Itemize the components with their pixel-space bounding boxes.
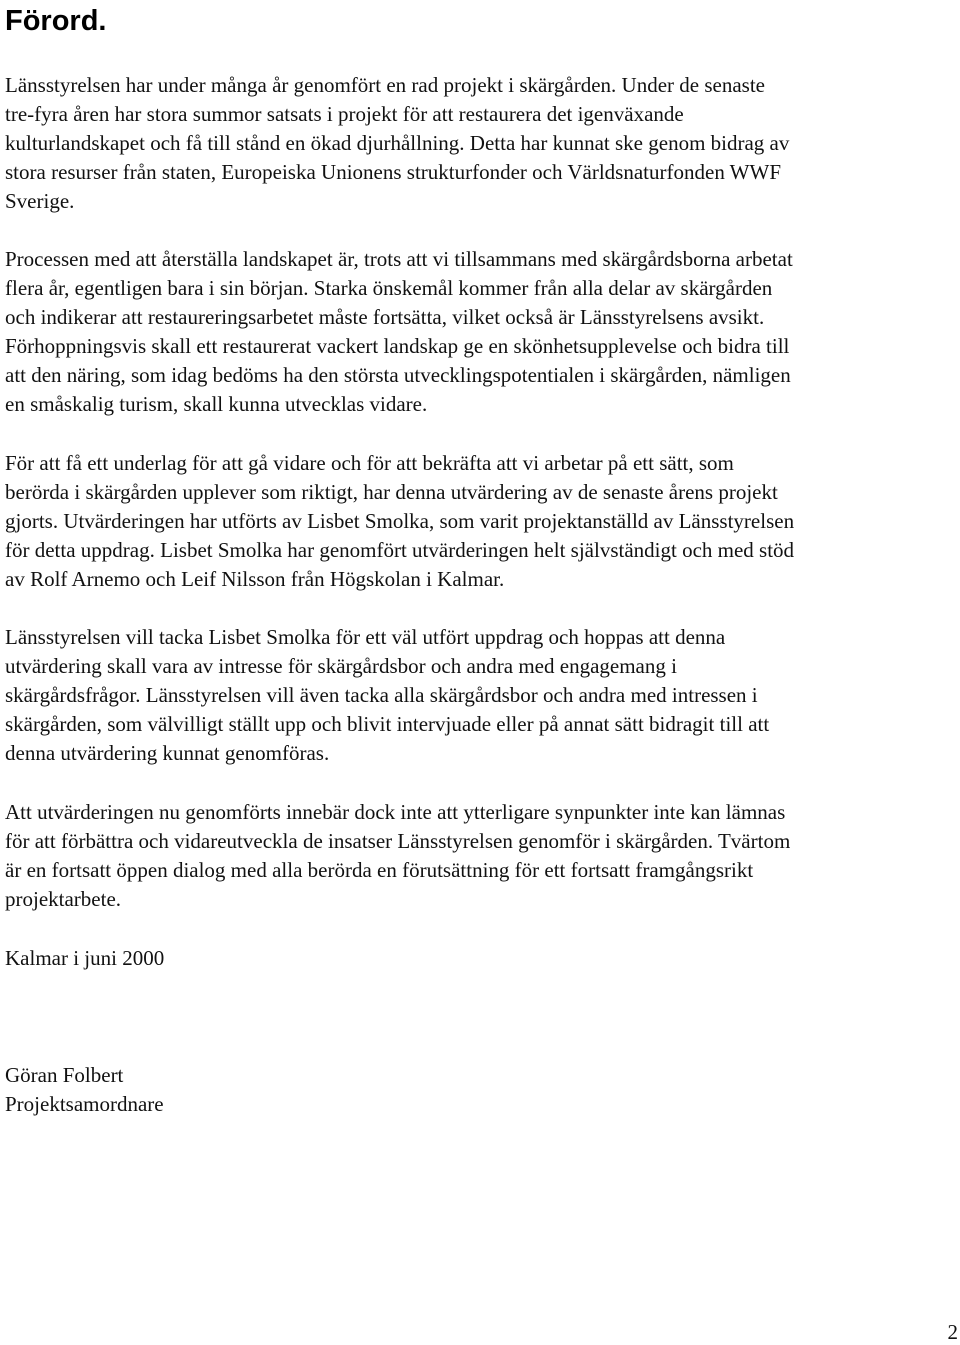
text-line: stora resurser från staten, Europeiska Unionens strukturfonder och Världsnaturfonden WWF (5, 160, 782, 184)
text-line: projektarbete. (5, 887, 122, 911)
paragraph-5 (5, 798, 950, 914)
text-line: Förhoppningsvis skall ett restaurerat vackert landskap ge en skönhetsupplevelse och bidra till (5, 334, 790, 358)
paragraph-2 (5, 245, 950, 419)
paragraph-3 (5, 449, 950, 594)
page-number: 2 (947, 1320, 958, 1344)
text-line: gjorts. Utvärderingen har utförts av Lisbet Smolka, som varit projektanställd av Länsstyrelsen (5, 509, 795, 533)
date-text: Kalmar i juni 2000 (5, 946, 165, 970)
text-line: För att få ett underlag för att gå vidare och för att bekräfta att vi arbetar på ett sätt, som (5, 451, 734, 475)
text-line: Länsstyrelsen vill tacka Lisbet Smolka för ett väl utfört uppdrag och hoppas att denna (5, 625, 726, 649)
signature-block (5, 1061, 950, 1119)
text-line: denna utvärdering kunnat genomföras. (5, 741, 330, 765)
text-line: Processen med att återställa landskapet är, trots att vi tillsammans med skärgårdsborna arbetat (5, 247, 793, 271)
text-line: och indikerar att restaureringsarbetet måste fortsätta, vilket också är Länsstyrelsens avsikt. (5, 305, 765, 329)
page-title: Förord. (5, 5, 107, 37)
text-line: av Rolf Arnemo och Leif Nilsson från Högskolan i Kalmar. (5, 567, 505, 591)
signature-role: Projektsamordnare (5, 1092, 164, 1116)
text-line: är en fortsatt öppen dialog med alla berörda en förutsättning för ett fortsatt framgångsrikt (5, 858, 754, 882)
text-line: att den näring, som idag bedöms ha den största utvecklingspotentialen i skärgården, nämligen (5, 363, 791, 387)
text-line: en småskalig turism, skall kunna utvecklas vidare. (5, 392, 428, 416)
text-line: för att förbättra och vidareutveckla de insatser Länsstyrelsen genomför i skärgården. Tvärtom (5, 829, 791, 853)
text-line: skärgården, som välvilligt ställt upp och blivit intervjuade eller på annat sätt bidragit till att (5, 712, 770, 736)
text-line: Att utvärderingen nu genomförts innebär dock inte att ytterligare synpunkter inte kan lämnas (5, 800, 786, 824)
text-line: kulturlandskapet och få till stånd en ökad djurhållning. Detta har kunnat ske genom bidrag av (5, 131, 790, 155)
text-line: flera år, egentligen bara i sin början. Starka önskemål kommer från alla delar av skärgården (5, 276, 773, 300)
text-line: utvärdering skall vara av intresse för skärgårdsbor och andra med engagemang i (5, 654, 677, 678)
text-line: berörda i skärgården upplever som riktigt, har denna utvärdering av de senaste årens projekt (5, 480, 778, 504)
signature-name: Göran Folbert (5, 1063, 124, 1087)
paragraph-1 (5, 71, 950, 216)
text-line: skärgårdsfrågor. Länsstyrelsen vill även tacka alla skärgårdsbor och andra med intressen i (5, 683, 758, 707)
date-line (5, 944, 950, 973)
text-line: tre-fyra åren har stora summor satsats i projekt för att restaurera det igenväxande (5, 102, 684, 126)
paragraph-4 (5, 623, 950, 768)
text-line: Länsstyrelsen har under många år genomfört en rad projekt i skärgården. Under de senaste (5, 73, 765, 97)
text-line: Sverige. (5, 189, 75, 213)
text-line: för detta uppdrag. Lisbet Smolka har genomfört utvärderingen helt självständigt och med stöd (5, 538, 795, 562)
